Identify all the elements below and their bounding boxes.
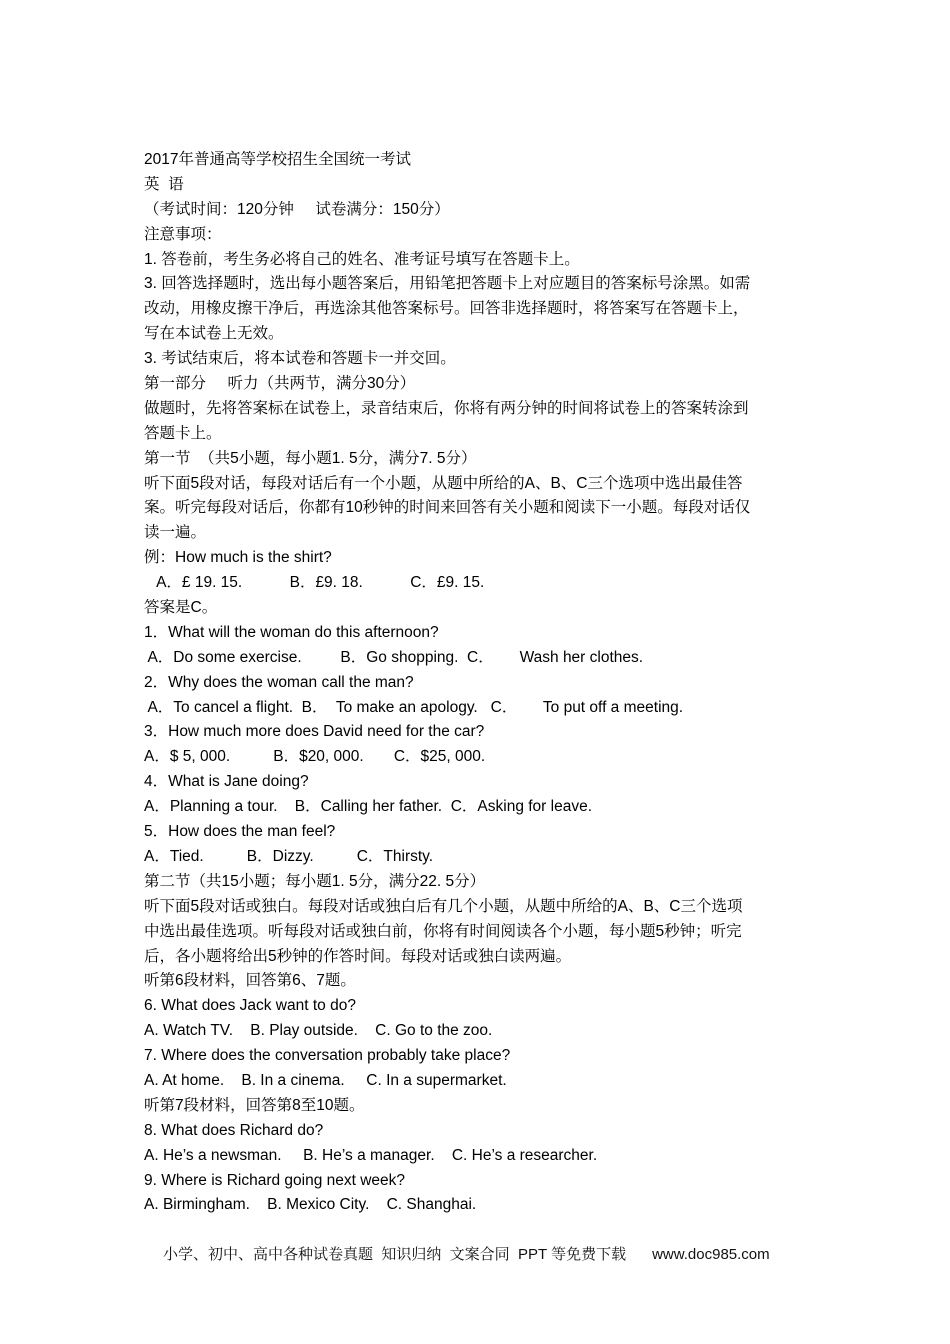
text-line: 中选出最佳选项。听每段对话或独白前，你将有时间阅读各个小题，每小题5秒钟；听完 [144, 922, 742, 940]
text-line: 答案是C。 [144, 599, 218, 617]
text-line: 2017年普通高等学校招生全国统一考试 [144, 151, 411, 168]
text-line: 听下面5段对话，每段对话后有一个小题，从题中所给的A、B、C三个选项中选出最佳答 [144, 474, 743, 492]
text-line: A．£ 19. 15. B．£9. 18. C．£9. 15. [144, 574, 485, 592]
text-line: 听第6段材料，回答第6、7题。 [144, 972, 356, 990]
text-line: 2．Why does the woman call the man? [144, 673, 414, 691]
text-line: A．Do some exercise. B．Go shopping. C． Wash her clothes. [144, 648, 644, 666]
text-line: 听第7段材料，回答第8至10题。 [144, 1096, 365, 1114]
text-line: 读一遍。 [144, 524, 207, 542]
text-line: 4．What is Jane doing? [144, 773, 309, 791]
text-line: 案。听完每段对话后，你都有10秒钟的时间来回答有关小题和阅读下一小题。每段对话仅 [144, 499, 751, 517]
text-line: A．Planning a tour. B．Calling her father. C．Asking for leave. [144, 798, 593, 816]
text-line: 5．How does the man feel? [144, 823, 336, 841]
text-line: 1．What will the woman do this afternoon? [144, 623, 439, 641]
text-line: 1. 答卷前，考生务必将自己的姓名、准考证号填写在答题卡上。 [144, 250, 580, 268]
text-line: 答题卡上。 [144, 424, 222, 442]
text-line: 第二节（共15小题；每小题1. 5分，满分22. 5分） [144, 872, 486, 890]
text-line: 例：How much is the shirt? [144, 549, 332, 567]
footer-text: 小学、初中、高中各种试卷真题 知识归纳 文案合同 PPT 等免费下载 [163, 1246, 627, 1263]
page-footer [163, 1243, 770, 1264]
text-line: 9. Where is Richard going next week? [144, 1171, 406, 1189]
text-line: 3．How much more does David need for the car? [144, 723, 485, 741]
document-body [144, 148, 814, 1218]
text-line: A．Tied. B．Dizzy. C．Thirsty. [144, 847, 434, 865]
text-line: 后，各小题将给出5秒钟的作答时间。每段对话或独白读两遍。 [144, 947, 572, 965]
text-line: 改动，用橡皮擦干净后，再选涂其他答案标号。回答非选择题时，将答案写在答题卡上， [144, 300, 749, 318]
text-line: 6. What does Jack want to do? [144, 997, 356, 1015]
text-line: A．$ 5, 000. B．$20, 000. C．$25, 000. [144, 748, 486, 766]
text-line: 第一节 （共5小题，每小题1. 5分，满分7. 5分） [144, 449, 477, 467]
text-line: （考试时间：120分钟 试卷满分：150分） [144, 200, 450, 218]
text-line: 3. 回答选择题时，选出每小题答案后，用铅笔把答题卡上对应题目的答案标号涂黑。如需 [144, 275, 751, 293]
text-line: 听下面5段对话或独白。每段对话或独白后有几个小题，从题中所给的A、B、C三个选项 [144, 897, 743, 915]
text-line: 7. Where does the conversation probably take place? [144, 1047, 511, 1065]
text-line: 注意事项： [144, 225, 222, 243]
text-line: 3. 考试结束后，将本试卷和答题卡一并交回。 [144, 350, 456, 368]
text-line: 做题时，先将答案标在试卷上，录音结束后，你将有两分钟的时间将试卷上的答案转涂到 [144, 399, 749, 417]
text-line: A. He’s a newsman. B. He’s a manager. C. He’s a researcher. [144, 1146, 598, 1164]
text-line: 写在本试卷上无效。 [144, 325, 284, 343]
text-line: 第一部分 听力（共两节，满分30分） [144, 375, 416, 393]
text-line: A. Birmingham. B. Mexico City. C. Shanghai. [144, 1196, 477, 1214]
text-line: A. Watch TV. B. Play outside. C. Go to the zoo. [144, 1022, 493, 1040]
text-line: A. At home. B. In a cinema. C. In a supermarket. [144, 1071, 507, 1089]
footer-url[interactable]: www.doc985.com [652, 1246, 770, 1263]
text-line: 8. What does Richard do? [144, 1121, 324, 1139]
text-line: A．To cancel a flight. B． To make an apology. C． To put off a meeting. [144, 698, 684, 716]
text-line: 英 语 [144, 175, 184, 193]
